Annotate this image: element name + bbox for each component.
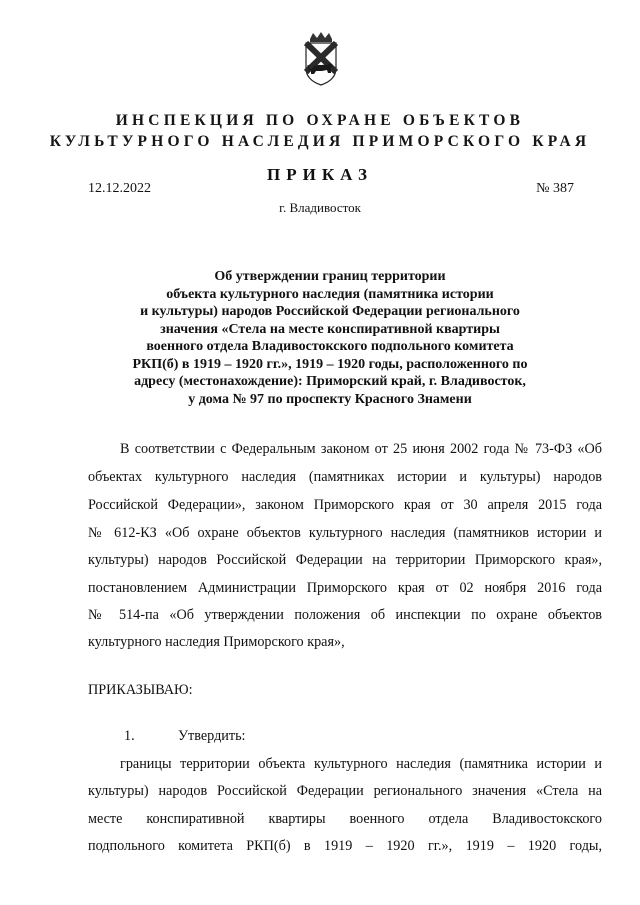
document-city: г. Владивосток	[279, 200, 361, 215]
org-name-line1: ИНСПЕКЦИЯ ПО ОХРАНЕ ОБЪЕКТОВ	[115, 112, 525, 129]
preamble-line: № 514-па «Об утверждении положения об инспекции по охране объектов	[88, 607, 602, 623]
document-title	[90, 268, 570, 408]
primorsky-krai-emblem-icon	[302, 30, 340, 86]
preamble-line: Российской Федерации», законом Приморского края от 30 апреля 2015 года	[88, 497, 602, 513]
title-line: значения «Стела на месте конспиративной квартиры	[160, 321, 500, 337]
title-line: объекта культурного наследия (памятника истории	[166, 286, 494, 302]
preamble-line: культурного наследия Приморского края»,	[88, 634, 345, 650]
document-date: 12.12.2022	[88, 181, 151, 196]
preamble-line: В соответствии с Федеральным законом от 25 июня 2002 года № 73-ФЗ «Об	[120, 441, 602, 457]
preamble-line: постановлением Администрации Приморского края от 02 ноября 2016 года	[88, 580, 602, 596]
preamble-line: объектах культурного наследия (памятниках истории и культуры) народов	[88, 469, 602, 485]
title-line: военного отдела Владивостокского подпольного комитета	[146, 339, 514, 354]
document-type: ПРИКАЗ	[267, 165, 373, 184]
preamble-line: культуры) народов Российской Федерации на территории Приморского края»,	[88, 552, 602, 568]
item-text: Утвердить:	[178, 728, 246, 744]
item1-line: границы территории объекта культурного наследия (памятника истории и	[120, 756, 602, 772]
title-line: адресу (местонахождение): Приморский край, г. Владивосток,	[134, 374, 526, 389]
item1-line: подпольного комитета РКП(б) в 1919 – 1920 гг.», 1919 – 1920 годы,	[88, 838, 602, 854]
order-word: ПРИКАЗЫВАЮ:	[88, 682, 193, 698]
title-line: у дома № 97 по проспекту Красного Знамени	[188, 391, 472, 407]
item1-line: месте конспиративной квартиры военного отдела Владивостокского	[88, 811, 602, 827]
title-line: РКП(б) в 1919 – 1920 гг.», 1919 – 1920 годы, расположенного по	[132, 356, 528, 372]
item1-line: культуры) народов Российской Федерации регионального значения «Стела на	[88, 783, 602, 799]
item-number: 1.	[124, 728, 135, 744]
title-line: Об утверждении границ территории	[214, 269, 446, 284]
document-number: № 387	[536, 181, 574, 196]
title-line: и культуры) народов Российской Федерации регионального	[140, 304, 520, 319]
preamble-line: № 612-КЗ «Об охране объектов культурного наследия (памятников истории и	[88, 525, 602, 541]
org-name-line2: КУЛЬТУРНОГО НАСЛЕДИЯ ПРИМОРСКОГО КРАЯ	[49, 133, 591, 150]
